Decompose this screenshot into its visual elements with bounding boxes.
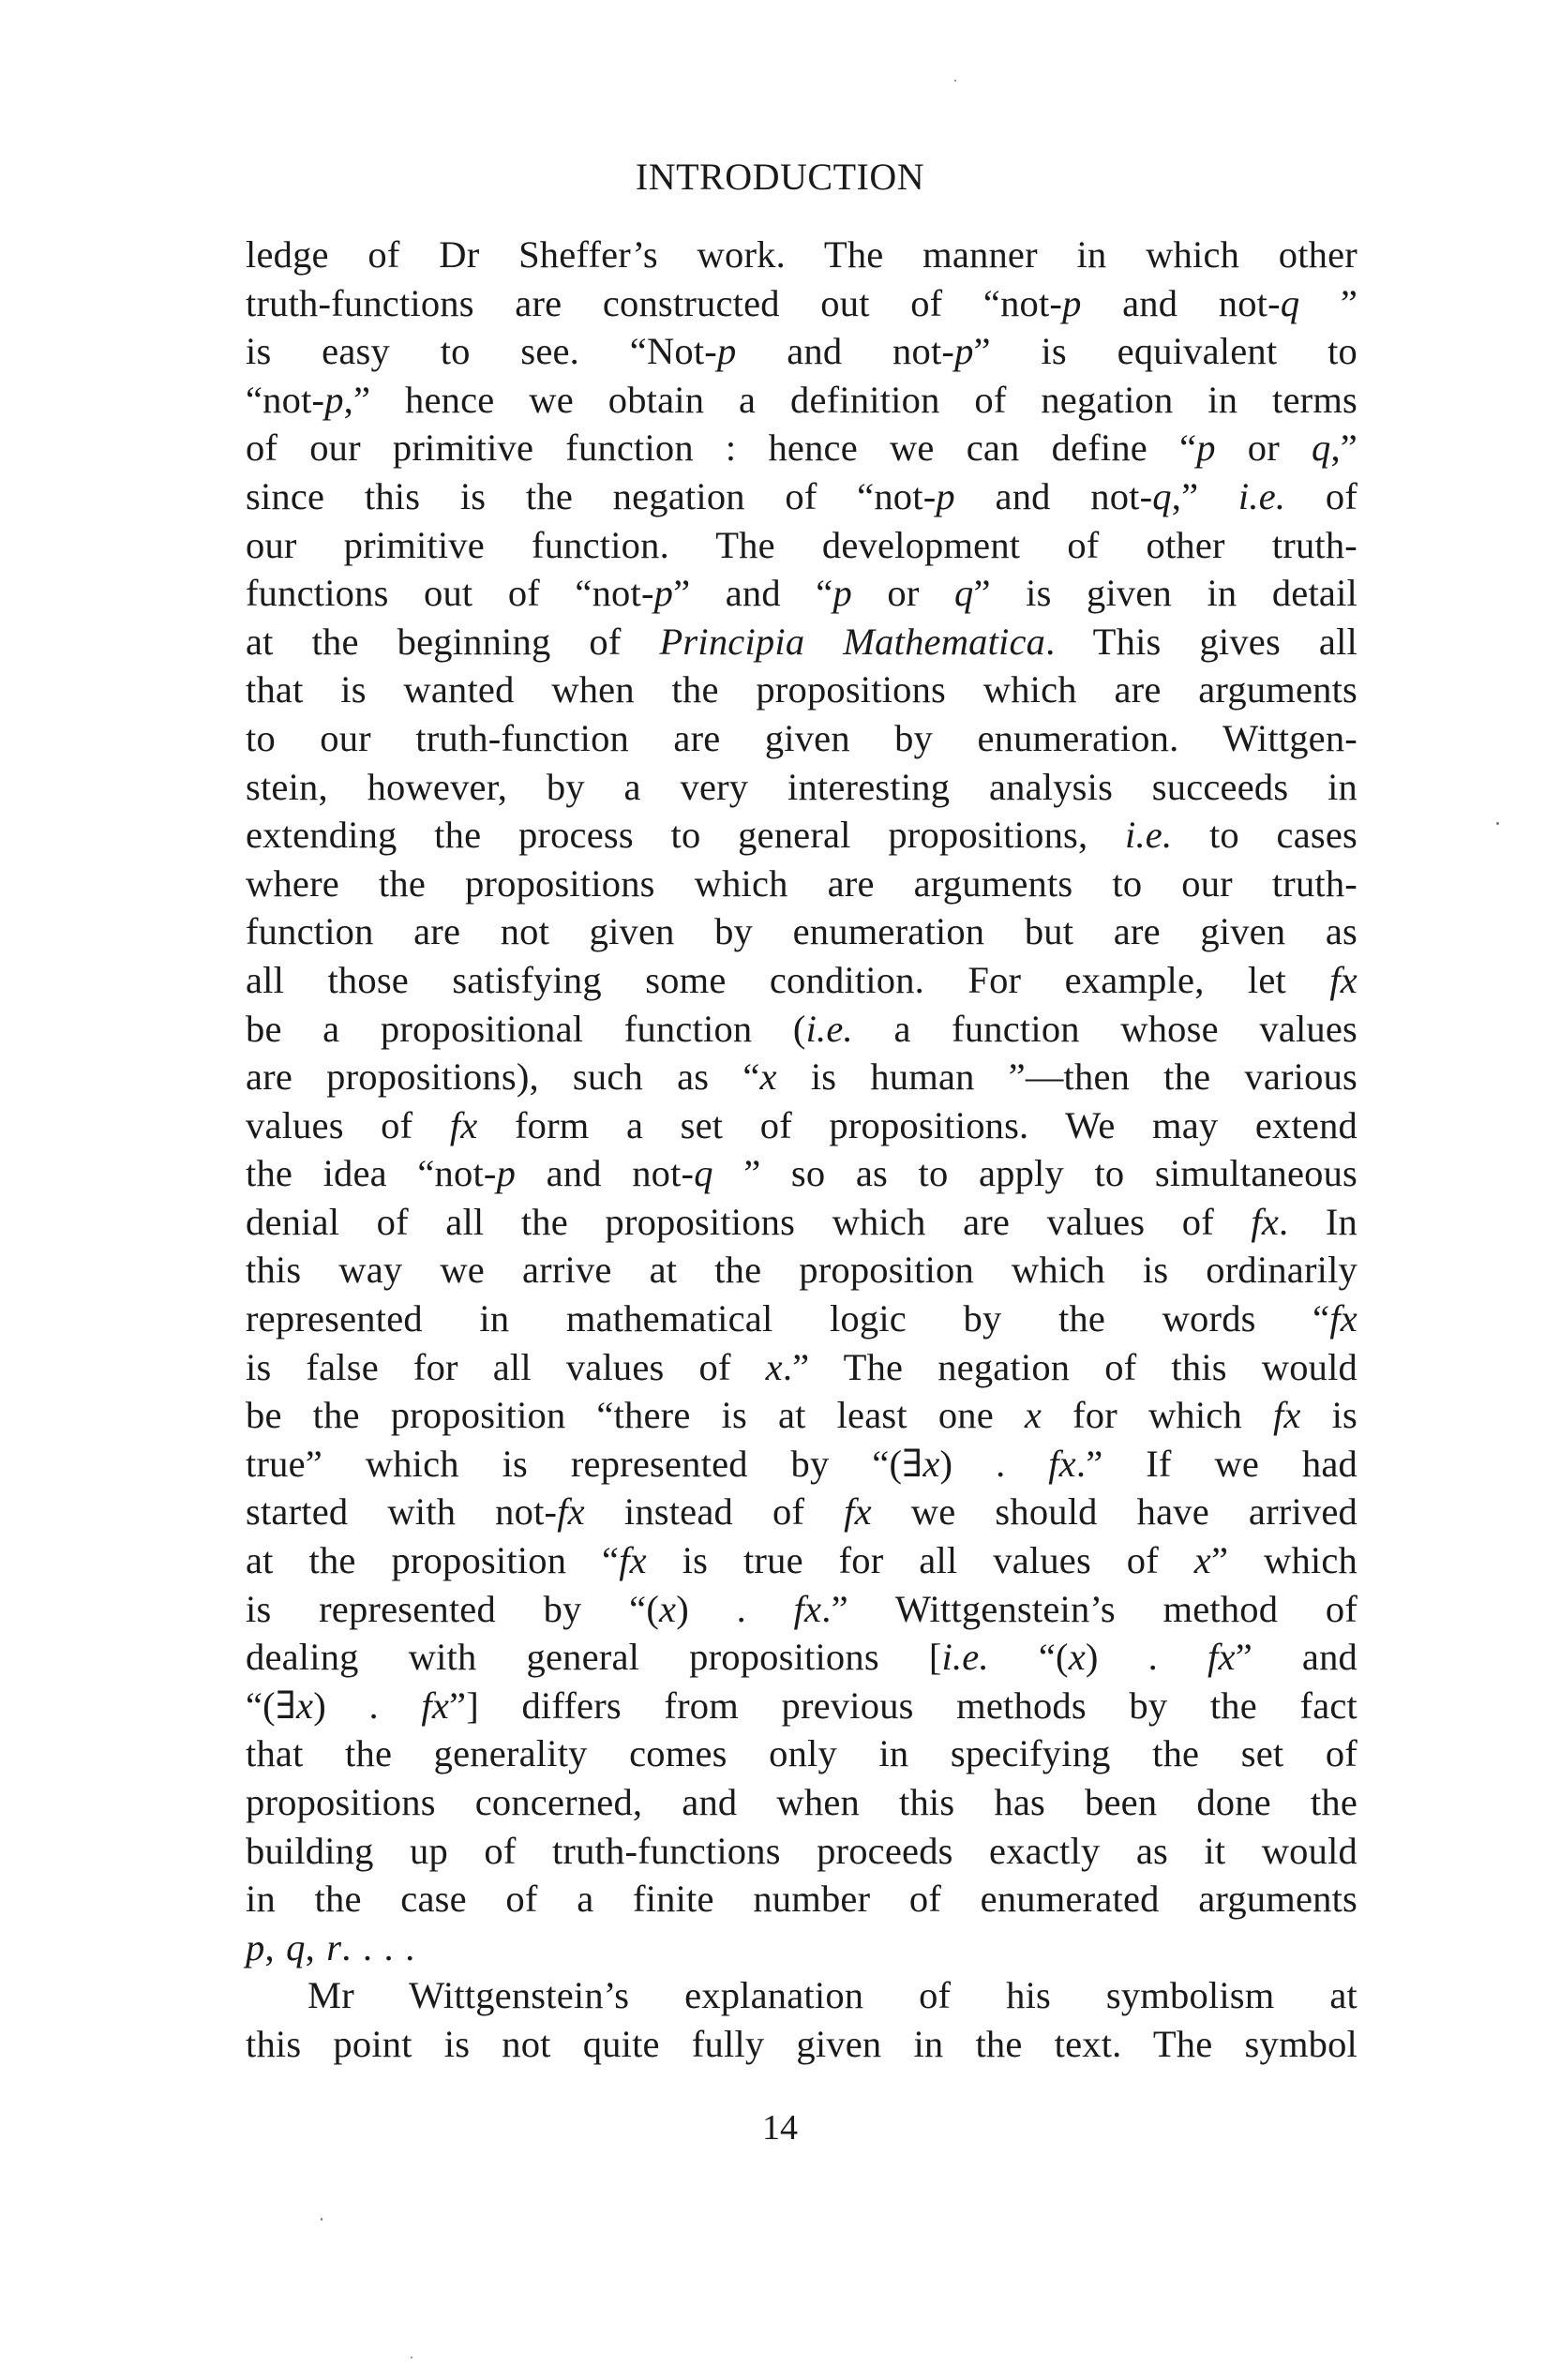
roman-segment: of our primitive function : hence we can define “ bbox=[246, 427, 1197, 470]
italic-segment: x bbox=[659, 1587, 677, 1630]
italic-segment: fx bbox=[1329, 1297, 1358, 1340]
roman-segment: to our truth-function are given by enumeration. Wittgen- bbox=[246, 716, 1358, 759]
roman-segment: is true for all values of bbox=[646, 1539, 1194, 1582]
page-number: 14 bbox=[762, 2108, 798, 2148]
roman-segment: is human ”—then the various bbox=[776, 1055, 1358, 1099]
text-line bbox=[246, 811, 1358, 860]
text-line bbox=[246, 907, 1358, 956]
roman-segment: that the generality comes only in specifying the set of bbox=[246, 1732, 1358, 1775]
italic-segment: x bbox=[1068, 1636, 1086, 1679]
italic-segment: x bbox=[296, 1684, 314, 1727]
text-line bbox=[246, 763, 1358, 812]
italic-segment: i.e. bbox=[805, 1007, 853, 1050]
roman-segment: we should have arrived bbox=[871, 1490, 1358, 1534]
roman-segment: our primitive function. The development of other truth- bbox=[246, 523, 1358, 566]
roman-segment: ” which bbox=[1210, 1539, 1358, 1582]
roman-segment: ,” bbox=[1171, 474, 1238, 517]
italic-segment: fx bbox=[1329, 958, 1358, 1001]
italic-segment: p bbox=[1196, 427, 1216, 470]
roman-segment: truth-functions are constructed out of “not- bbox=[246, 281, 1063, 324]
text-line-content bbox=[246, 231, 1358, 279]
text-line bbox=[246, 376, 1358, 425]
roman-segment: ” bbox=[1299, 281, 1358, 324]
roman-segment: ,” hence we obtain a definition of negation in terms bbox=[343, 378, 1358, 421]
italic-segment: x bbox=[922, 1442, 940, 1485]
roman-segment: the idea “not- bbox=[246, 1152, 497, 1195]
italic-segment: fx bbox=[1208, 1636, 1236, 1679]
text-line bbox=[246, 956, 1358, 1005]
text-line-content bbox=[246, 1488, 1358, 1536]
text-line bbox=[246, 1005, 1358, 1054]
text-line-content bbox=[246, 956, 1358, 1005]
roman-segment: ) . bbox=[313, 1684, 422, 1727]
italic-segment: fx bbox=[1272, 1394, 1301, 1437]
italic-segment: p bbox=[324, 378, 344, 421]
roman-segment: .” Wittgenstein’s method of bbox=[821, 1587, 1358, 1630]
text-line-content bbox=[246, 1875, 1358, 1923]
text-line-content bbox=[246, 2020, 1358, 2069]
text-line bbox=[246, 472, 1358, 521]
roman-segment: ” is given in detail bbox=[973, 572, 1358, 615]
roman-segment: ” is equivalent to bbox=[973, 330, 1358, 373]
roman-segment: ” and bbox=[1235, 1636, 1358, 1679]
roman-segment: where the propositions which are arguments to our truth- bbox=[246, 861, 1358, 905]
italic-segment: q bbox=[1152, 474, 1172, 517]
roman-segment: ) . bbox=[939, 1442, 1049, 1485]
roman-segment: this way we arrive at the proposition which is ordinarily bbox=[246, 1249, 1358, 1292]
roman-segment: started with not- bbox=[246, 1490, 558, 1534]
roman-segment: dealing with general propositions [ bbox=[246, 1636, 942, 1679]
roman-segment: instead of bbox=[584, 1490, 845, 1534]
italic-segment: q bbox=[1280, 281, 1300, 324]
roman-segment: that is wanted when the propositions which are arguments bbox=[246, 668, 1358, 711]
italic-segment: fx bbox=[793, 1587, 822, 1630]
roman-segment: be the proposition “there is at least one bbox=[246, 1394, 1025, 1437]
italic-segment: p bbox=[716, 330, 737, 373]
roman-segment: .” The negation of this would bbox=[782, 1345, 1358, 1388]
roman-segment: and not- bbox=[516, 1152, 695, 1195]
roman-segment: .” If we had bbox=[1075, 1442, 1358, 1485]
text-line bbox=[246, 1729, 1358, 1778]
text-line-content bbox=[246, 1440, 1358, 1489]
italic-segment: fx bbox=[421, 1684, 450, 1727]
italic-segment: p bbox=[954, 330, 974, 373]
text-line bbox=[246, 1923, 1358, 1972]
text-line bbox=[246, 1391, 1358, 1440]
roman-segment: at the proposition “ bbox=[246, 1539, 620, 1582]
text-line bbox=[246, 860, 1358, 908]
scan-speck bbox=[411, 2357, 412, 2358]
text-line-content bbox=[246, 1149, 1358, 1198]
roman-segment: to cases bbox=[1172, 814, 1358, 857]
text-line-content bbox=[246, 811, 1358, 860]
text-line-content bbox=[246, 424, 1358, 472]
text-line-content bbox=[246, 618, 1358, 666]
text-line bbox=[246, 1875, 1358, 1923]
running-head: INTRODUCTION bbox=[635, 156, 925, 198]
text-line bbox=[246, 521, 1358, 570]
roman-segment: “not- bbox=[246, 378, 325, 421]
text-line bbox=[246, 618, 1358, 666]
roman-segment: for which bbox=[1042, 1394, 1273, 1437]
scan-speck bbox=[1496, 822, 1499, 825]
italic-segment: i.e. bbox=[1238, 474, 1286, 517]
roman-segment: in the case of a finite number of enumerated arguments bbox=[246, 1878, 1358, 1921]
roman-segment: Mr Wittgenstein’s explanation of his symbolism at bbox=[308, 1974, 1358, 2017]
text-line bbox=[246, 1343, 1358, 1392]
roman-segment: propositions concerned, and when this has been done the bbox=[246, 1781, 1358, 1823]
roman-segment: “( bbox=[988, 1636, 1069, 1679]
text-line-content bbox=[246, 279, 1358, 328]
italic-segment: q bbox=[694, 1152, 713, 1195]
text-line-content bbox=[246, 1246, 1358, 1295]
roman-segment: , bbox=[305, 1925, 327, 1968]
roman-segment: ) . bbox=[676, 1587, 794, 1630]
text-line-content bbox=[246, 1053, 1358, 1101]
text-line-content bbox=[246, 521, 1358, 570]
roman-segment: building up of truth-functions proceeds exactly as it would bbox=[246, 1829, 1358, 1872]
italic-segment: fx bbox=[557, 1490, 585, 1534]
text-line-content bbox=[246, 327, 1358, 376]
roman-segment: is easy to see. “Not- bbox=[246, 330, 717, 373]
roman-segment: functions out of “not- bbox=[246, 572, 654, 615]
text-line bbox=[246, 1149, 1358, 1198]
text-line-content bbox=[246, 1633, 1358, 1682]
roman-segment: and not- bbox=[954, 474, 1153, 517]
text-line-content bbox=[246, 860, 1358, 908]
italic-segment: x bbox=[759, 1055, 777, 1099]
italic-segment: q bbox=[1312, 427, 1331, 470]
roman-segment: at the beginning of bbox=[246, 620, 660, 663]
roman-segment: and not- bbox=[736, 330, 955, 373]
text-line bbox=[246, 1101, 1358, 1150]
italic-segment: i.e. bbox=[941, 1636, 989, 1679]
text-line bbox=[246, 1295, 1358, 1343]
scan-speck bbox=[321, 2218, 322, 2221]
text-line-content bbox=[246, 714, 1358, 763]
text-line bbox=[246, 2020, 1358, 2069]
roman-segment: , bbox=[264, 1925, 287, 1968]
roman-segment: ledge of Dr Sheffer’s work. The manner in which other bbox=[246, 233, 1358, 276]
roman-segment: is represented by “( bbox=[246, 1587, 660, 1630]
italic-segment: i.e. bbox=[1125, 814, 1173, 857]
roman-segment: this point is not quite fully given in the text. The symbol bbox=[246, 2022, 1358, 2065]
text-line bbox=[246, 424, 1358, 472]
roman-segment: since this is the negation of “not- bbox=[246, 474, 937, 517]
text-line-content bbox=[308, 1971, 1358, 2020]
italic-segment: fx bbox=[1048, 1442, 1076, 1485]
roman-segment: “(∃ bbox=[246, 1684, 297, 1727]
text-line bbox=[246, 1053, 1358, 1101]
text-line bbox=[246, 1536, 1358, 1585]
italic-segment: p bbox=[936, 474, 955, 517]
text-line bbox=[246, 569, 1358, 618]
roman-segment: . . . . bbox=[341, 1925, 415, 1968]
text-line-content bbox=[246, 1101, 1358, 1150]
text-line-content bbox=[246, 1005, 1358, 1054]
roman-segment: are propositions), such as “ bbox=[246, 1055, 760, 1099]
text-line bbox=[246, 327, 1358, 376]
italic-segment: x bbox=[1024, 1394, 1042, 1437]
italic-segment: fx bbox=[449, 1103, 478, 1146]
roman-segment: stein, however, by a very interesting analysis succeeds in bbox=[246, 765, 1358, 808]
text-line bbox=[246, 714, 1358, 763]
roman-segment: represented in mathematical logic by the words “ bbox=[246, 1297, 1330, 1340]
text-line-content bbox=[246, 1682, 1358, 1730]
roman-segment: ) . bbox=[1085, 1636, 1208, 1679]
italic-segment: x bbox=[765, 1345, 783, 1388]
text-line-content bbox=[246, 666, 1358, 714]
text-line-content bbox=[246, 1729, 1358, 1778]
roman-segment: function are not given by enumeration but are given as bbox=[246, 910, 1358, 953]
text-line bbox=[246, 666, 1358, 714]
body-text bbox=[246, 231, 1358, 2069]
text-line-content bbox=[246, 907, 1358, 956]
text-line-content bbox=[246, 472, 1358, 521]
scan-speck bbox=[954, 80, 956, 82]
text-line bbox=[246, 1827, 1358, 1876]
italic-segment: fx bbox=[619, 1539, 647, 1582]
roman-segment: . In bbox=[1279, 1200, 1358, 1243]
text-line bbox=[246, 1198, 1358, 1247]
text-line-content bbox=[246, 1198, 1358, 1247]
roman-segment: is bbox=[1300, 1394, 1358, 1437]
text-line bbox=[246, 1682, 1358, 1730]
italic-segment: fx bbox=[844, 1490, 872, 1534]
text-line-content bbox=[246, 1536, 1358, 1585]
text-line-content bbox=[246, 1778, 1358, 1827]
roman-segment: form a set of propositions. We may extend bbox=[477, 1103, 1358, 1146]
roman-segment: ” and “ bbox=[673, 572, 833, 615]
roman-segment: or bbox=[851, 572, 955, 615]
text-line-content bbox=[246, 569, 1358, 618]
italic-segment: p bbox=[1062, 281, 1082, 324]
roman-segment: ”] differs from previous methods by the fact bbox=[449, 1684, 1358, 1727]
roman-segment: and not- bbox=[1081, 281, 1281, 324]
italic-segment: p bbox=[653, 572, 674, 615]
roman-segment: is false for all values of bbox=[246, 1345, 766, 1388]
italic-segment: x bbox=[1193, 1539, 1211, 1582]
text-line bbox=[246, 1971, 1358, 2020]
text-line-content bbox=[246, 1343, 1358, 1392]
italic-segment: Principia Mathematica bbox=[659, 620, 1046, 663]
roman-segment: be a propositional function ( bbox=[246, 1007, 806, 1050]
text-line bbox=[246, 1440, 1358, 1489]
text-line-content bbox=[246, 1923, 1358, 1972]
roman-segment: denial of all the propositions which are values of bbox=[246, 1200, 1252, 1243]
text-line-content bbox=[246, 1295, 1358, 1343]
italic-segment: q bbox=[954, 572, 974, 615]
roman-segment: or bbox=[1215, 427, 1312, 470]
text-line bbox=[246, 279, 1358, 328]
text-line bbox=[246, 1633, 1358, 1682]
text-line-content bbox=[246, 1827, 1358, 1876]
text-line bbox=[246, 1778, 1358, 1827]
roman-segment: of bbox=[1285, 474, 1358, 517]
text-line bbox=[246, 1246, 1358, 1295]
text-line bbox=[246, 1585, 1358, 1634]
roman-segment: true” which is represented by “(∃ bbox=[246, 1442, 923, 1485]
text-line-content bbox=[246, 1585, 1358, 1634]
roman-segment: ” so as to apply to simultaneous bbox=[712, 1152, 1358, 1195]
roman-segment: extending the process to general propositions, bbox=[246, 814, 1125, 857]
italic-segment: p bbox=[832, 572, 852, 615]
roman-segment: . This gives all bbox=[1045, 620, 1358, 663]
text-line-content bbox=[246, 1391, 1358, 1440]
italic-segment: p bbox=[246, 1925, 265, 1968]
roman-segment: a function whose values bbox=[852, 1007, 1358, 1050]
text-line bbox=[246, 1488, 1358, 1536]
text-line-content bbox=[246, 376, 1358, 425]
italic-segment: p bbox=[496, 1152, 517, 1195]
roman-segment: values of bbox=[246, 1103, 450, 1146]
italic-segment: r bbox=[326, 1925, 342, 1968]
text-line-content bbox=[246, 763, 1358, 812]
italic-segment: fx bbox=[1251, 1200, 1280, 1243]
italic-segment: q bbox=[286, 1925, 306, 1968]
text-line bbox=[246, 231, 1358, 279]
roman-segment: all those satisfying some condition. For example, let bbox=[246, 958, 1330, 1001]
roman-segment: ,” bbox=[1330, 427, 1358, 470]
